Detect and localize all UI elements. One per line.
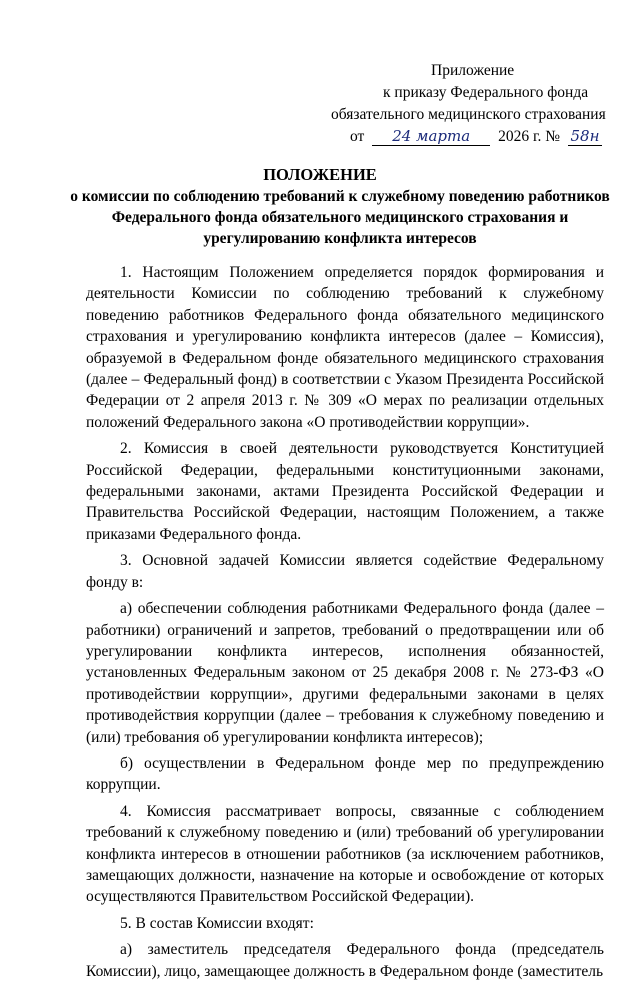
paragraph-1: 1. Настоящим Положением определяется порядок формирования и деятельности Комиссии по соблюдению требований к служебному поведению работников Федерального фонда обязательного медицинского страхования и урегулированию конфликта интересов (далее – Комиссия), образуемой в Федеральном фонде обязательного медицинского страхования (далее – Федеральный фонд) в соответствии с Указом Президента Российской Федерации от 2 апреля 2013 г. № 309 «О мерах по реализации отдельных положений Федерального закона «О противодействии коррупции».	[86, 264, 604, 431]
paragraph-3: 3. Основной задачей Комиссии является содействие Федеральному фонду в:	[86, 552, 604, 591]
paragraph-3b: б) осуществлении в Федеральном фонде мер по предупреждению коррупции.	[86, 754, 604, 794]
paragraph-2: 2. Комиссия в своей деятельности руководствуется Конституцией Российской Федерации, федеральными конституционными законами, федеральными законами, актами Президента Российской Федерации и Правительства Российской Федерации, настоящим Положением, а также приказами Федерального фонда.	[86, 440, 604, 543]
handwritten-order-number: 58н	[568, 127, 602, 146]
paragraph-5a: а) заместитель председателя Федерального фонда (председатель Комиссии), лицо, замещающее должность в Федеральном фонде (заместитель	[86, 941, 604, 980]
paragraph-5: 5. В состав Комиссии входят:	[120, 914, 314, 932]
annex-date-line	[350, 126, 602, 148]
document-title: ПОЛОЖЕНИЕ	[263, 165, 377, 184]
annex-fund-name: обязательного медицинского страхования	[331, 106, 606, 123]
year-and-number-label: 2026 г. №	[498, 128, 561, 145]
document-body	[86, 262, 604, 987]
paragraph-4: 4. Комиссия рассматривает вопросы, связанные с соблюдением требований к служебному поведению и (или) требований об урегулировании конфликта интересов в отношении работников (за исключением работников, замещающих должности, назначение на которые и освобождение от которых осуществляются Правительством Российской Федерации).	[86, 802, 604, 906]
date-prefix: от	[350, 128, 365, 145]
handwritten-date: 24 марта	[372, 127, 490, 146]
annex-heading: Приложение	[431, 62, 515, 79]
document-subtitle: о комиссии по соблюдению требований к служебному поведению работников Федерального фонда обязательного медицинского страхования и урегулированию конфликта интересов	[70, 188, 610, 247]
paragraph-3a: а) обеспечении соблюдения работниками Федерального фонда (далее – работники) ограничений и запретов, требований о предотвращении или об урегулировании конфликта интересов, исполнения обязанностей, установленных Федеральным законом от 25 декабря 2008 г. № 273-ФЗ «О противодействии коррупции», другими федеральными законами в целях противодействия коррупции (далее – требования к служебному поведению и (или) требования об урегулировании конфликта интересов);	[86, 600, 604, 746]
annex-order-ref: к приказу Федерального фонда	[383, 84, 589, 101]
